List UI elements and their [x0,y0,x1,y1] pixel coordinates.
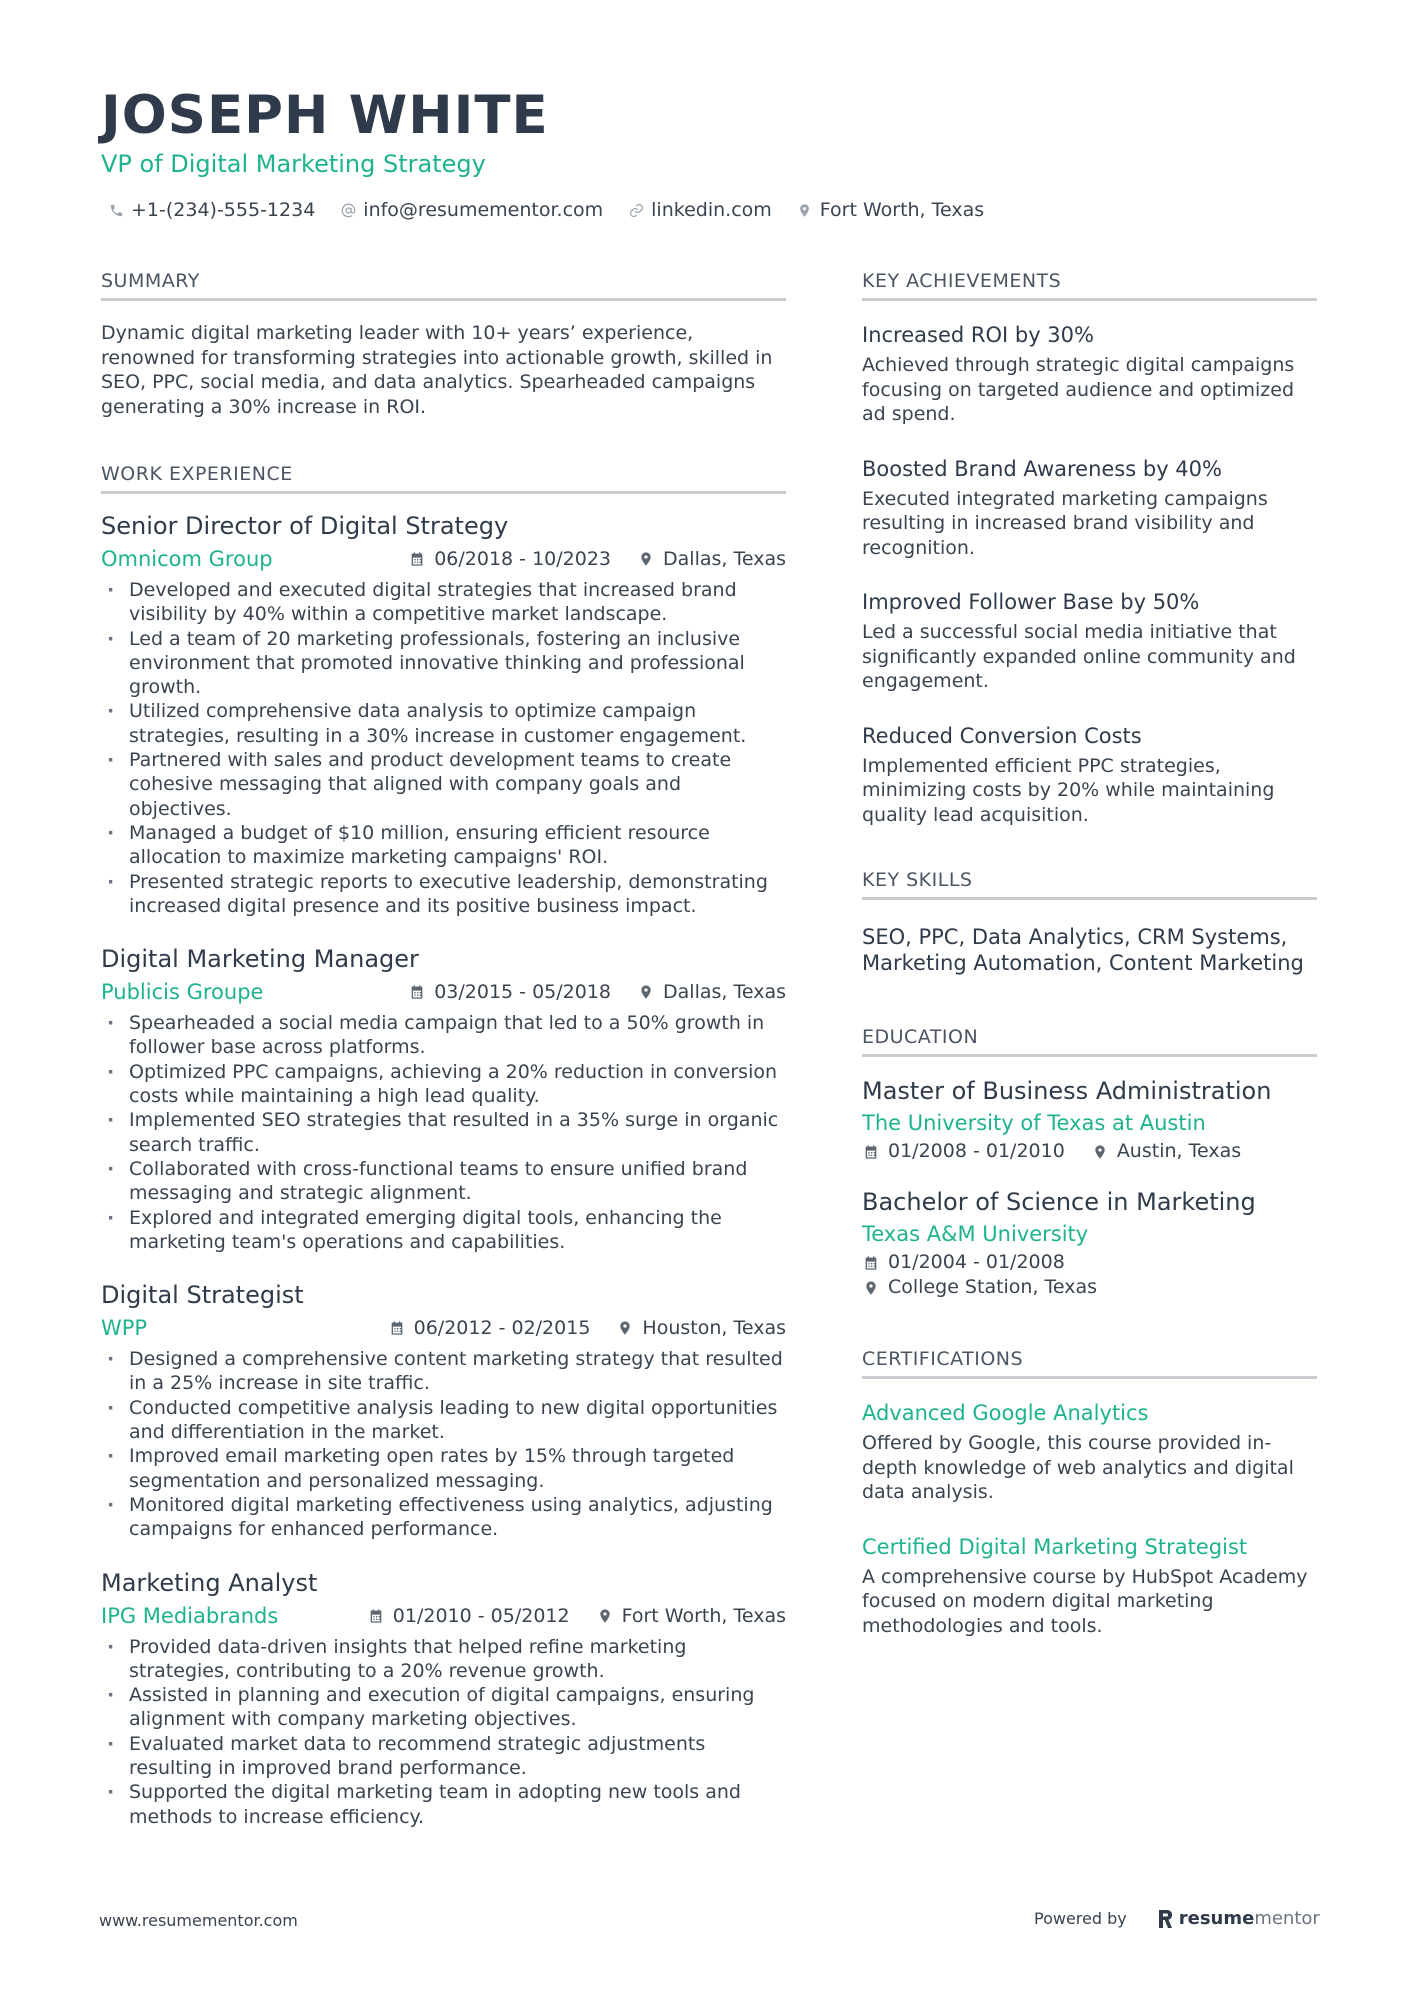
job-title: Senior Director of Digital Strategy [101,512,509,540]
education-dates [862,1139,1065,1164]
job-location-text: Dallas, Texas [663,548,786,570]
list-item: · Utilized comprehensive data analysis to optimize campaign strategies, resulting in a 30% increase in customer engagement. [101,699,786,748]
list-item: · Designed a comprehensive content marketing strategy that resulted in a 25% increase in site traffic. [101,1347,786,1396]
at-icon [339,201,357,219]
contact-phone[interactable] [107,197,315,223]
list-item: · Developed and executed digital strategies that increased brand visibility by 40% within a competitive market landscape. [101,578,786,627]
company-name: IPG Mediabrands [101,1603,279,1628]
job-meta [101,1313,786,1343]
contact-location [796,197,984,223]
company-name: Publicis Groupe [101,980,264,1005]
candidate-title: VP of Digital Marketing Strategy [101,150,486,178]
job-meta [101,977,786,1007]
location-pin-icon [862,1279,880,1297]
contact-email[interactable] [339,197,603,223]
contact-email-text: info@resumementor.com [363,199,604,221]
resumementor-logo-icon [1157,1909,1173,1929]
location-pin-icon [616,1319,634,1337]
achievement-desc: Achieved through strategic digital campaigns focusing on targeted audience and optimized ad spend. [862,354,1295,425]
education-meta [862,1250,1317,1300]
achievement-desc: Executed integrated marketing campaigns resulting in increased brand visibility and recognition. [862,487,1268,559]
job-dates [367,1605,570,1627]
education-school: Texas A&M University [862,1222,1089,1246]
location-pin-icon [637,983,655,1001]
job-location [616,1317,786,1339]
brand-logo[interactable] [1157,1908,1320,1929]
job-bullets [101,1011,786,1254]
link-icon [627,201,645,219]
education-location-text: Austin, Texas [1116,1140,1242,1162]
location-pin-icon [796,201,814,219]
education-section [862,1024,1317,1300]
education-school: The University of Texas at Austin [862,1111,1206,1135]
list-item: · Presented strategic reports to executive leadership, demonstrating increased digital presence and its positive business impact. [101,870,786,919]
job-title: Marketing Analyst [101,1568,318,1597]
section-heading-summary: SUMMARY [101,268,786,301]
job-meta-right [408,981,786,1003]
job-dates-text: 06/2018 - 10/2023 [434,548,612,570]
certifications-section [862,1346,1317,1638]
skills-section [862,867,1317,976]
contact-location-text: Fort Worth, Texas [819,199,985,221]
achievement-title: Increased ROI by 30% [862,323,1094,347]
education-dates-text: 01/2004 - 01/2008 [888,1251,1065,1273]
summary-text: Dynamic digital marketing leader with 10+ years’ experience, renowned for transforming strategies into actionable growth, skilled in SEO, PPC, social media, and data analytics. Spearheaded campaigns generating a 30% increase in ROI. [101,322,773,418]
job-location [596,1605,786,1627]
job-meta-right [388,1317,786,1339]
summary-section [101,268,786,419]
job-dates-text: 01/2010 - 05/2012 [392,1604,570,1627]
certification-item [862,1399,1317,1505]
education-meta [862,1139,1317,1164]
list-item: · Managed a budget of $10 million, ensuring efficient resource allocation to maximize marketing campaigns' ROI. [101,821,786,870]
education-location [1091,1139,1241,1164]
education-degree: Bachelor of Science in Marketing [862,1188,1256,1216]
achievement-title: Reduced Conversion Costs [862,723,1142,748]
job-title: Digital Strategist [101,1281,304,1310]
list-item: · Implemented SEO strategies that resulted in a 35% surge in organic search traffic. [101,1108,786,1157]
brand-name-light: mentor [1254,1908,1320,1929]
contact-linkedin-text: linkedin.com [651,199,772,221]
job-bullets [101,578,786,918]
company-name: WPP [101,1316,148,1341]
job-meta [101,544,786,574]
job-title: Digital Marketing Manager [101,945,419,974]
section-heading-certifications: CERTIFICATIONS [862,1346,1317,1379]
job-entry [101,1279,786,1541]
achievement-title: Improved Follower Base by 50% [862,590,1200,614]
job-dates-text: 06/2012 - 02/2015 [413,1317,591,1340]
job-meta [101,1601,786,1631]
location-pin-icon [637,550,655,568]
powered-by-label: Powered by [1034,1909,1127,1928]
achievement-desc: Implemented efficient PPC strategies, minimizing costs by 20% while maintaining quality lead acquisition. [862,754,1275,826]
achievement-item [862,455,1317,561]
job-dates [408,981,611,1003]
education-item [862,1186,1317,1300]
calendar-icon [862,1254,880,1272]
section-heading-achievements: KEY ACHIEVEMENTS [862,268,1317,301]
calendar-icon [862,1143,880,1161]
section-heading-skills: KEY SKILLS [862,867,1317,900]
list-item: · Provided data-driven insights that helped refine marketing strategies, contributing to a 20% revenue growth. [101,1635,786,1684]
job-entry [101,943,786,1254]
achievements-section [862,268,1317,827]
achievement-title: Boosted Brand Awareness by 40% [862,456,1222,481]
education-location-text: College Station, Texas [888,1276,1098,1298]
job-location-text: Dallas, Texas [663,981,786,1004]
education-degree: Master of Business Administration [862,1077,1272,1105]
candidate-name: JOSEPH WHITE [101,85,549,146]
right-column [862,268,1317,1666]
job-location [637,548,786,570]
education-dates [862,1250,1317,1275]
certification-item [862,1533,1317,1639]
achievement-item [862,321,1317,427]
education-dates-text: 01/2008 - 01/2010 [888,1140,1065,1162]
achievement-desc: Led a successful social media initiative that significantly expanded online community and engagement. [862,621,1296,692]
certification-title: Certified Digital Marketing Strategist [862,1534,1248,1559]
calendar-icon [388,1319,406,1337]
list-item: · Improved email marketing open rates by 15% through targeted segmentation and personalized messaging. [101,1444,786,1493]
certification-title: Advanced Google Analytics [862,1401,1149,1425]
list-item: · Spearheaded a social media campaign that led to a 50% growth in follower base across platforms. [101,1011,786,1060]
list-item: · Collaborated with cross-functional teams to ensure unified brand messaging and strategic alignment. [101,1157,786,1206]
job-meta-right [367,1605,786,1627]
list-item: · Optimized PPC campaigns, achieving a 20% reduction in conversion costs while maintaining a high lead quality. [101,1060,786,1109]
job-meta-right [408,548,786,570]
achievement-item [862,722,1317,828]
list-item: · Partnered with sales and product development teams to create cohesive messaging that aligned with company goals and objectives. [101,748,786,821]
contact-bar [107,197,1008,223]
list-item: · Assisted in planning and execution of digital campaigns, ensuring alignment with company marketing objectives. [101,1683,786,1732]
location-pin-icon [596,1607,614,1625]
location-pin-icon [1091,1143,1109,1161]
job-dates [408,548,611,570]
calendar-icon [367,1607,385,1625]
contact-phone-text: +1-(234)-555-1234 [131,199,316,221]
section-heading-experience: WORK EXPERIENCE [101,461,786,494]
left-column [101,268,786,1854]
calendar-icon [408,983,426,1001]
section-heading-education: EDUCATION [862,1024,1317,1057]
skills-text: SEO, PPC, Data Analytics, CRM Systems, Marketing Automation, Content Marketing [862,925,1304,975]
contact-linkedin[interactable] [627,197,772,223]
job-dates-text: 03/2015 - 05/2018 [434,981,612,1004]
achievement-item [862,588,1317,694]
brand-name-bold: resume [1178,1908,1255,1929]
job-entry [101,510,786,918]
certification-desc: A comprehensive course by HubSpot Academy focused on modern digital marketing methodologies and tools. [862,1565,1308,1637]
job-entry [101,1567,786,1829]
education-location [862,1275,1317,1300]
list-item: · Explored and integrated emerging digital tools, enhancing the marketing team's operations and capabilities. [101,1206,786,1255]
experience-section [101,461,786,1829]
job-location [637,981,786,1003]
list-item: · Conducted competitive analysis leading to new digital opportunities and differentiation in the market. [101,1396,786,1445]
job-dates [388,1317,591,1339]
powered-by [1034,1908,1320,1929]
list-item: · Led a team of 20 marketing professionals, fostering an inclusive environment that promoted innovative thinking and professional growth. [101,627,786,700]
list-item: · Evaluated market data to recommend strategic adjustments resulting in improved brand performance. [101,1732,786,1781]
calendar-icon [408,550,426,568]
education-item [862,1075,1317,1164]
company-name: Omnicom Group [101,547,273,571]
certification-desc: Offered by Google, this course provided in-depth knowledge of web analytics and digital data analysis. [862,1432,1294,1503]
job-bullets [101,1635,786,1829]
list-item: · Supported the digital marketing team in adopting new tools and methods to increase efficiency. [101,1780,786,1829]
footer-url[interactable]: www.resumementor.com [99,1911,298,1930]
job-location-text: Houston, Texas [642,1317,786,1340]
list-item: · Monitored digital marketing effectiveness using analytics, adjusting campaigns for enhanced performance. [101,1493,786,1542]
job-bullets [101,1347,786,1541]
job-location-text: Fort Worth, Texas [621,1604,786,1627]
phone-icon [107,201,125,219]
